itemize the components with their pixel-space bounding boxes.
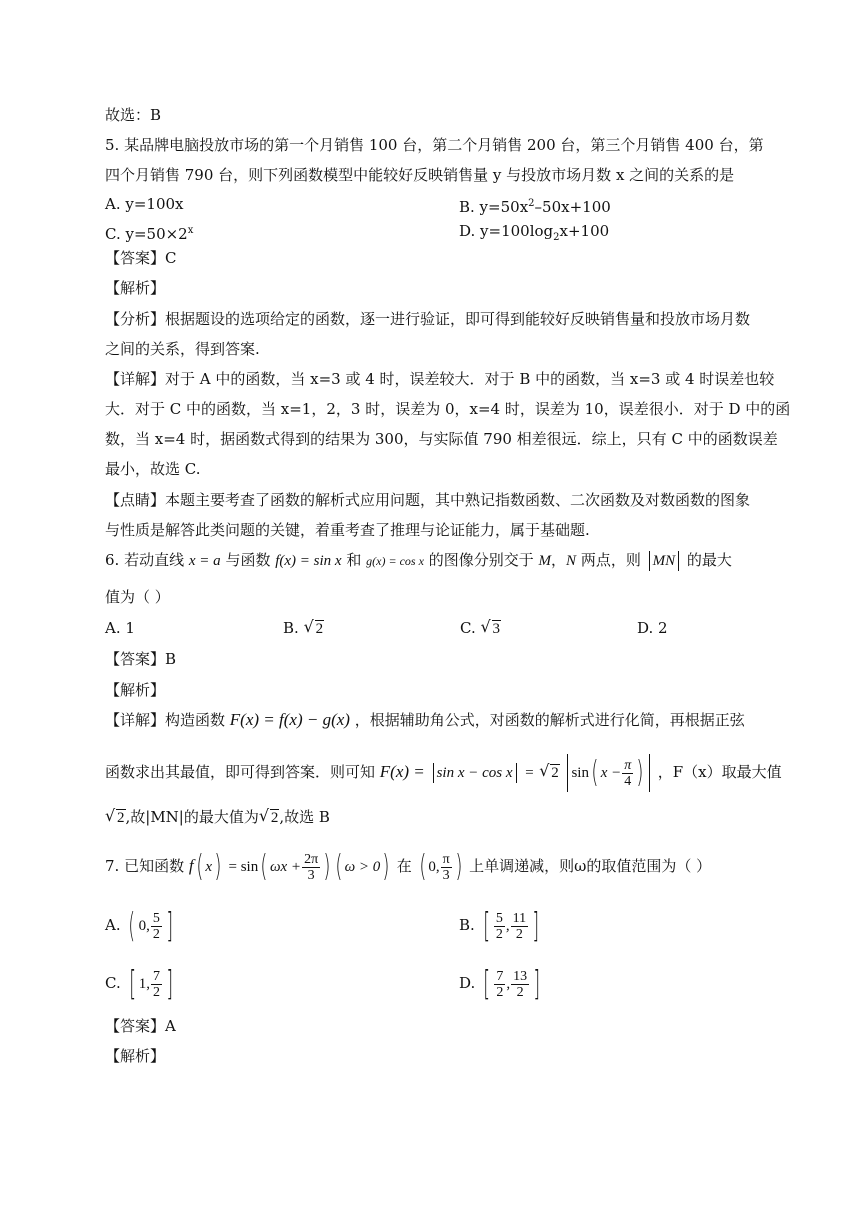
fraction bbox=[511, 911, 528, 942]
fraction-numerator: π bbox=[624, 757, 632, 773]
q6-analysis-heading: 【解析】 bbox=[105, 681, 166, 699]
q7-option-c-label: C. bbox=[105, 974, 121, 992]
fraction-denominator: 2 bbox=[153, 984, 161, 1000]
q6-math-mn: MN bbox=[652, 553, 676, 569]
q6-math-n: N bbox=[566, 553, 577, 569]
fraction-numerator: 5 bbox=[495, 910, 503, 926]
bracket-left: [ bbox=[483, 964, 490, 1004]
q7-option-c bbox=[105, 963, 176, 1003]
abs-bar-right bbox=[649, 754, 650, 792]
q6-detail-text-6: ,故选 B bbox=[279, 808, 330, 826]
q5-stem-line2: 四个月销售 790 台，则下列函数模型中能较好反映销售量 y 与投放市场月数 x 之间的关系的是 bbox=[105, 166, 735, 184]
fraction-denominator: 4 bbox=[624, 773, 632, 789]
q5-detail-line3: 数，当 x=4 时，据函数式得到的结果为 300，与实际值 790 相差很远．综上，只有 C 中的函数误差 bbox=[105, 430, 778, 448]
q5-option-b bbox=[459, 194, 611, 217]
fraction-denominator: 2 bbox=[516, 984, 524, 1000]
q5-option-b-text: B. y=50x bbox=[459, 198, 529, 216]
q7-math-sin: = sin bbox=[228, 859, 259, 875]
paren-left: ( bbox=[591, 755, 599, 790]
sqrt-symbol bbox=[539, 752, 560, 793]
q7-option-a-label: A. bbox=[105, 916, 121, 934]
fraction bbox=[494, 911, 505, 942]
fraction-2pi-over-3 bbox=[302, 852, 320, 883]
q7-text-2: 在 bbox=[396, 857, 412, 875]
fraction-numerator: 13 bbox=[513, 968, 528, 984]
q5-option-b-exponent: 2 bbox=[528, 198, 535, 209]
q6-math-f: f(x) = sin x bbox=[275, 553, 342, 569]
bracket-right: ] bbox=[166, 906, 173, 946]
q6-detail-line1 bbox=[105, 710, 745, 730]
fraction-denominator: 3 bbox=[307, 867, 315, 883]
q6-detail-text-4: ，F（x）取最大值 bbox=[657, 763, 782, 781]
fraction bbox=[511, 969, 529, 1000]
abs-bar-left bbox=[649, 551, 650, 571]
fraction-pi-over-4 bbox=[622, 758, 633, 789]
bracket-right: ] bbox=[532, 906, 540, 946]
q5-answer: 【答案】C bbox=[105, 249, 177, 267]
q7-option-a-start: 0, bbox=[138, 918, 150, 934]
q6-text-6: 两点，则 bbox=[580, 551, 641, 569]
sqrt-symbol bbox=[481, 618, 502, 639]
q6-math-F: F(x) = bbox=[379, 762, 425, 781]
q6-text-4: 的图像分别交于 bbox=[428, 551, 534, 569]
q5-detail-line1: 【详解】对于 A 中的函数，当 x=3 或 4 时，误差较大．对于 B 中的函数，当 x=3 或 4 时误差也较 bbox=[105, 370, 775, 388]
q7-option-b: B. [ $\frac{5}{2}$ , $\frac{11}{2}$ ] bbox=[459, 906, 540, 946]
q7-option-d-label: D. bbox=[459, 974, 476, 992]
q6-math-line-eq: x = a bbox=[188, 553, 221, 569]
q6-option-a: A. 1 bbox=[105, 619, 135, 637]
fraction-denominator: 2 bbox=[515, 926, 523, 942]
q7-option-a bbox=[105, 905, 176, 945]
q6-detail-line2 bbox=[105, 752, 782, 792]
q5-detail-line2: 大．对于 C 中的函数，当 x=1，2，3 时，误差为 0，x=4 时，误差为 10，误差很小．对于 D 中的函 bbox=[105, 400, 791, 418]
q6-option-b-label: B. bbox=[283, 619, 299, 637]
bracket-left: [ bbox=[128, 964, 136, 1004]
q6-text-1: 6. 若动直线 bbox=[105, 551, 185, 569]
q5-option-c bbox=[105, 221, 193, 244]
q6-detail-text-2: ，根据辅助角公式，对函数的解析式进行化简，再根据正弦 bbox=[354, 711, 745, 729]
q7-math-condition: ω > 0 bbox=[344, 859, 381, 875]
q7-math-f: f bbox=[188, 856, 194, 875]
fraction-numerator: 5 bbox=[152, 910, 160, 926]
fraction-denominator: 3 bbox=[442, 867, 450, 883]
q6-math-F-def: F(x) = f(x) − g(x) bbox=[229, 710, 350, 729]
q5-option-d bbox=[459, 221, 609, 248]
q7-option-d: D. [ $\frac{7}{2}$ , $\frac{13}{2}$ ] bbox=[459, 964, 541, 1004]
q7-analysis-heading: 【解析】 bbox=[105, 1047, 166, 1065]
q6-option-d: D. 2 bbox=[637, 619, 668, 637]
fraction-denominator: 2 bbox=[496, 984, 504, 1000]
fraction-denominator: 2 bbox=[152, 926, 160, 942]
fraction bbox=[151, 911, 162, 942]
q5-option-a: A. y=100x bbox=[105, 195, 184, 213]
q6-math-radicand: 2 bbox=[270, 810, 279, 826]
fraction-numerator: π bbox=[442, 851, 450, 867]
q5-fenxi-line2: 之间的关系，得到答案. bbox=[105, 340, 260, 358]
fraction-numerator: 11 bbox=[512, 910, 527, 926]
paren-left: ( bbox=[128, 906, 136, 946]
q6-text-2: 与函数 bbox=[225, 551, 271, 569]
paren-right: ) bbox=[382, 849, 390, 884]
q7-stem bbox=[105, 846, 711, 886]
paren-right: ) bbox=[636, 755, 644, 790]
q6-math-x-minus: x − bbox=[600, 765, 622, 781]
q6-math-radicand: 2 bbox=[551, 765, 559, 781]
q7-option-b-label: B. bbox=[459, 916, 475, 934]
fraction-numerator: 7 bbox=[153, 968, 161, 984]
q6-option-b-radicand: 2 bbox=[315, 621, 324, 637]
q6-text-5: ， bbox=[551, 551, 567, 569]
q7-answer: 【答案】A bbox=[105, 1017, 176, 1035]
paren-left: ( bbox=[418, 849, 426, 884]
q6-stem-line2: 值为（ ） bbox=[105, 588, 170, 606]
fraction-numerator: 2π bbox=[304, 851, 319, 867]
paren-right: ) bbox=[454, 849, 463, 884]
q6-option-b bbox=[283, 618, 324, 639]
fraction-pi-over-3 bbox=[441, 852, 452, 883]
q7-math-interval-start: 0, bbox=[428, 859, 440, 875]
paren-left: ( bbox=[260, 849, 268, 884]
fraction-denominator: 2 bbox=[495, 926, 503, 942]
q5-option-d-base: 2 bbox=[553, 232, 560, 243]
q6-stem-line1 bbox=[105, 550, 732, 571]
abs-bar-right bbox=[516, 763, 517, 783]
q6-answer: 【答案】B bbox=[105, 650, 177, 668]
prev-choice: 故选：B bbox=[105, 106, 162, 124]
q7-math-x: x bbox=[205, 859, 212, 875]
q5-analysis-heading: 【解析】 bbox=[105, 279, 166, 297]
q6-text-3: 和 bbox=[346, 551, 362, 569]
sqrt-symbol bbox=[304, 618, 325, 639]
abs-bar-left bbox=[433, 763, 434, 783]
q7-text-3: 上单调递减，则ω的取值范围为（ ） bbox=[469, 857, 712, 875]
q5-stem-line1: 5. 某品牌电脑投放市场的第一个月销售 100 台，第二个月销售 200 台，第三个月销售 400 台，第 bbox=[105, 136, 764, 154]
q7-option-c-start: 1, bbox=[138, 976, 151, 992]
fraction bbox=[494, 969, 505, 1000]
q6-math-m: M bbox=[538, 553, 551, 569]
abs-bar-right bbox=[678, 551, 679, 571]
q5-option-b-rest: –50x+100 bbox=[534, 198, 611, 216]
abs-bar-left bbox=[567, 754, 568, 792]
q6-option-c bbox=[460, 618, 501, 639]
q6-math-diff: sin x − cos x bbox=[436, 765, 513, 781]
paren-left: ( bbox=[335, 849, 343, 884]
bracket-right: ] bbox=[533, 964, 541, 1004]
fraction bbox=[151, 969, 162, 1000]
q6-detail-text-1: 【详解】构造函数 bbox=[105, 711, 226, 729]
paren-right: ) bbox=[323, 849, 331, 884]
paren-left: ( bbox=[195, 849, 203, 884]
q5-detail-line4: 最小，故选 C. bbox=[105, 460, 201, 478]
sqrt-symbol bbox=[105, 807, 126, 828]
q5-option-c-text: C. y=50×2 bbox=[105, 225, 188, 243]
sqrt-symbol bbox=[259, 807, 280, 828]
q6-detail-text-5: ,故|MN|的最大值为 bbox=[125, 808, 259, 826]
q6-option-c-radicand: 3 bbox=[492, 621, 500, 637]
q6-detail-text-3: 函数求出其最值，即可得到答案．则可知 bbox=[105, 763, 376, 781]
paren-right: ) bbox=[214, 849, 222, 884]
q5-option-d-rest: x+100 bbox=[559, 222, 610, 240]
q5-option-c-exponent: x bbox=[187, 225, 194, 236]
q6-math-radicand: 2 bbox=[117, 810, 125, 826]
q5-fenxi-line1: 【分析】根据题设的选项给定的函数，逐一进行验证，即可得到能较好反映销售量和投放市场月数 bbox=[105, 310, 751, 328]
q7-math-omega-x: ωx + bbox=[269, 859, 302, 875]
bracket-left: [ bbox=[482, 906, 490, 946]
q6-math-eq: = bbox=[524, 765, 535, 781]
q5-comment-line1: 【点睛】本题主要考查了函数的解析式应用问题，其中熟记指数函数、二次函数及对数函数的图象 bbox=[105, 491, 751, 509]
q6-detail-line3 bbox=[105, 807, 330, 828]
q6-text-7: 的最大 bbox=[686, 551, 732, 569]
q6-math-sin: sin bbox=[571, 765, 589, 781]
q6-math-g: g(x) = cos x bbox=[366, 554, 424, 568]
bracket-right: ] bbox=[166, 964, 173, 1004]
q5-option-d-text: D. y=100log bbox=[459, 222, 554, 240]
q7-text-1: 7. 已知函数 bbox=[105, 857, 185, 875]
q5-comment-line2: 与性质是解答此类问题的关键，着重考查了推理与论证能力，属于基础题. bbox=[105, 521, 590, 539]
q6-option-c-label: C. bbox=[460, 619, 476, 637]
fraction-numerator: 7 bbox=[496, 968, 504, 984]
